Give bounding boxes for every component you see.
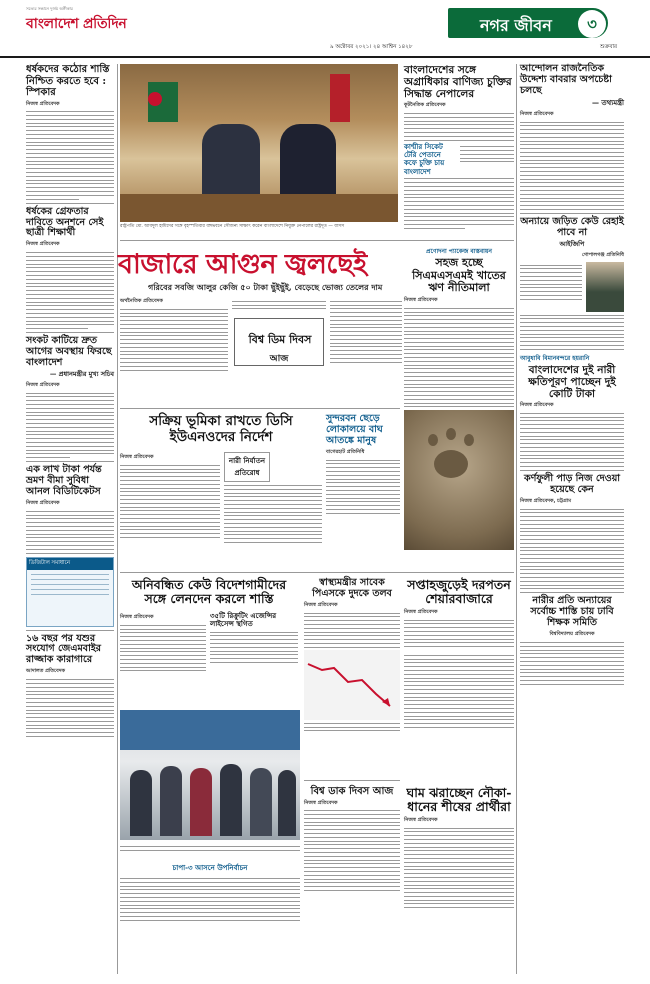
headline-sme-loan[interactable]: সহজ হচ্ছে সিএমএসএমই খাতের ঋণ নীতিমালা — [412, 256, 506, 295]
inset-box: ৩৫টি রিক্রুটিং এজেন্সির লাইসেন্স স্থগিত — [210, 611, 277, 629]
headline-du-teachers[interactable]: নারীর প্রতি অন্যায়ের সর্বোচ্চ শাস্তি চায় ঢাবি শিক্ষক সমিতি — [530, 595, 614, 629]
byline: বাগেরহাট প্রতিনিধি — [326, 448, 365, 455]
inset-headline[interactable]: কাশ্মীর সিকেট টেরি পেতানে কফে চুক্তি চায় বাংলাদেশ — [404, 142, 445, 176]
issue-date: ৯ অক্টোবর ২০২১। ২৪ আশ্বিন ১৪২৮ — [330, 44, 413, 50]
column-rule — [117, 64, 118, 974]
bangabhaban-photo[interactable] — [120, 64, 398, 222]
dc-story — [120, 414, 322, 445]
headline-karnaphuli[interactable]: কর্ণফুলী পাড় নিজ দেওয়া হয়েছে কেন — [523, 473, 621, 495]
byline: নিজস্ব প্রতিবেদক, চট্টগ্রাম — [520, 497, 571, 504]
egg-day-sub: আজ — [269, 354, 289, 364]
issue-day: শুক্রবার — [600, 44, 618, 50]
byline: আদালত প্রতিবেদক — [26, 668, 65, 675]
advertisement[interactable] — [26, 557, 114, 627]
headline-recovery[interactable]: সংকট কাটিয়ে দ্রুত আগের অবস্থায় ফিরছে বাংলাদেশ — [26, 335, 112, 368]
headline-attribution: — প্রধানমন্ত্রীর মুখ্য সচিব — [49, 369, 114, 378]
byline: কূটনৈতিক প্রতিবেদক — [404, 102, 446, 109]
dc-body — [120, 452, 220, 541]
headline-election[interactable]: ঘাম ঝরাচ্ছেন নৌকা-ধানের শীষের প্রার্থীরা — [406, 785, 512, 815]
section-title: নগর জীবন — [480, 16, 552, 35]
headline-tiger[interactable]: সুন্দরবন ছেড়ে লোকালয়ে বাঘ আতঙ্কে মানুষ — [326, 413, 383, 446]
newspaper-logo[interactable]: বাংলাদেশ প্রতিদিন — [26, 16, 127, 32]
igp-portrait — [586, 262, 624, 312]
byline: নিজস্ব প্রতিবেদক — [304, 799, 338, 806]
column-rule — [516, 64, 517, 974]
article-body — [26, 111, 114, 199]
headline-dc-uno[interactable]: সক্রিয় ভূমিকা রাখতে ডিসি ইউএনওদের নির্দেশ — [149, 413, 293, 445]
tiger-pugmark-photo[interactable] — [404, 410, 514, 550]
subheadline-market: গরিবের সবজি আলুর কেজি ৫০ টাকা ছুঁইছুঁই, বেড়েছে ভোজ্য তেলের দাম — [148, 282, 383, 292]
ad-label: ডিজিটাল সমাধানে — [27, 558, 113, 570]
headline-market-fire[interactable]: বাজারে আগুন জ্বলছেই — [118, 249, 367, 280]
headline-jmb[interactable]: ১৬ বছর পর যশুর সংযোগ জেএমবাইর রাজ্জাক কারাগারে — [26, 632, 102, 666]
article-body — [26, 679, 114, 737]
logo-tagline: সত্যের সন্ধানে দুর্জয় অঙ্গীকার — [26, 6, 73, 11]
byline: নিজস্ব প্রতিবেদক — [26, 500, 60, 506]
money-story — [120, 578, 298, 607]
headline-attribution: — তথ্যমন্ত্রী — [591, 97, 624, 107]
headline-post-day[interactable]: বিশ্ব ডাক দিবস আজ — [310, 786, 394, 797]
post-story — [304, 786, 400, 894]
headline-igp[interactable]: অন্যায়ে জড়িত কেউ রেহাই পাবে না — [520, 215, 624, 238]
byline: নিজস্ব প্রতিবেদক — [120, 454, 154, 460]
headline-compensation[interactable]: বাংলাদেশের দুই নারী ক্ষতিপূরণ পাচ্ছেন দুই কোটি টাকা — [528, 363, 616, 401]
byline: নিজস্ব প্রতিবেদক — [404, 296, 438, 303]
headline-health-ps[interactable]: স্বাস্থ্যমন্ত্রীর সাবেক পিএসকে দুদকে তলব — [312, 577, 392, 599]
person-right — [280, 124, 336, 204]
tiger-story — [326, 414, 400, 517]
article-body — [26, 511, 114, 554]
money-body — [120, 612, 206, 674]
market-body — [120, 296, 228, 373]
byline: নিজস্ব প্রতিবেদক — [404, 816, 438, 823]
byline: নিজস্ব প্রতিবেদক — [26, 241, 60, 248]
nepal-story — [404, 64, 514, 232]
headline-stock[interactable]: সপ্তাহজুড়েই দরপতন শেয়ারবাজারে — [407, 577, 511, 607]
inset-box: চাপা-৩ আসনে উপনির্বাচন — [172, 863, 248, 872]
headline-attribution: আইজিপি — [559, 239, 585, 248]
right-column — [520, 64, 624, 688]
stock-body — [404, 652, 514, 731]
byline: নিজস্ব প্রতিবেদক — [404, 608, 438, 615]
headline-travel-insurance[interactable]: এক লাখ টাকা পর্যন্ত ভ্রমণ বীমা সুবিধা আনল বিডিটিকেটস — [26, 464, 102, 498]
photo-caption: রাষ্ট্রপতি মো. আবদুল হামিদের সঙ্গে বৃহস্পতিবার বঙ্গভবনে সৌজন্য সাক্ষাৎ করেন বাংলাদেশে নিযুক্ত নেপালের রাষ্ট্রদূত — বাসস — [120, 224, 345, 229]
byline: গোপালগঞ্জ প্রতিনিধি — [581, 251, 624, 258]
photo-caption — [120, 843, 300, 853]
election-body-left — [120, 860, 300, 924]
kicker: আবুধাবি বিমানবন্দরে হয়রানি — [520, 354, 590, 362]
headline-hunger-strike[interactable]: ধর্ষকের গ্রেফতার দাবিতে অনশনে সেই ছাত্রী শিক্ষার্থী — [26, 205, 104, 239]
market-body — [232, 298, 326, 312]
kicker: প্রণোদনা প্যাকেজ বাস্তবায়ন — [425, 248, 493, 255]
headline-speaker[interactable]: ধর্ষকদের কঠোর শাস্তি নিশ্চিত করতে হবে : স্পিকার — [26, 64, 110, 98]
headline-recruiting[interactable]: অনিবন্ধিত কেউ বিদেশগামীদের সঙ্গে লেনদেন করলে শাস্তি — [131, 577, 287, 607]
election-story — [404, 786, 514, 911]
byline: নিজস্ব প্রতিবেদক — [520, 110, 554, 117]
market-body — [330, 298, 402, 365]
article-body — [26, 252, 114, 329]
stock-story — [404, 578, 514, 650]
egg-day-title: বিশ্ব ডিম দিবস — [248, 333, 312, 346]
left-column — [26, 64, 114, 740]
byline: নিজস্ব প্রতিবেদক — [520, 402, 554, 409]
bank-ceremony-photo[interactable] — [120, 710, 300, 840]
byline: অর্থনৈতিক প্রতিবেদক — [120, 298, 163, 304]
byline: নিজস্ব প্রতিবেদক — [120, 614, 154, 620]
egg-day-box — [234, 318, 324, 366]
inset-box: নারী নির্যাতন প্রতিরোধ — [224, 452, 270, 482]
dateline — [0, 44, 650, 56]
article-body — [404, 178, 514, 228]
page-number: ৩ — [578, 10, 606, 38]
article-body — [26, 393, 114, 459]
byline: বিশ্ববিদ্যালয় প্রতিবেদক — [549, 631, 595, 638]
headline-info-minister[interactable]: আন্দোলন রাজনৈতিক উদ্দেশ্য বাবরার অপচেষ্টা চলছে — [520, 63, 612, 96]
stock-chart-icon — [304, 650, 400, 720]
money-body — [210, 612, 298, 666]
byline: নিজস্ব প্রতিবেদক — [304, 601, 338, 608]
byline: নিজস্ব প্রতিবেদক — [26, 100, 60, 107]
masthead — [0, 0, 650, 58]
person-left — [202, 124, 260, 202]
headline-nepal-trade[interactable]: বাংলাদেশের সঙ্গে অগ্রাধিকার বাণিজ্য চুক্তির সিদ্ধান্ত নেপালের — [404, 64, 512, 101]
article-body — [404, 113, 514, 141]
byline: নিজস্ব প্রতিবেদক — [26, 381, 60, 388]
dc-body — [224, 452, 322, 546]
